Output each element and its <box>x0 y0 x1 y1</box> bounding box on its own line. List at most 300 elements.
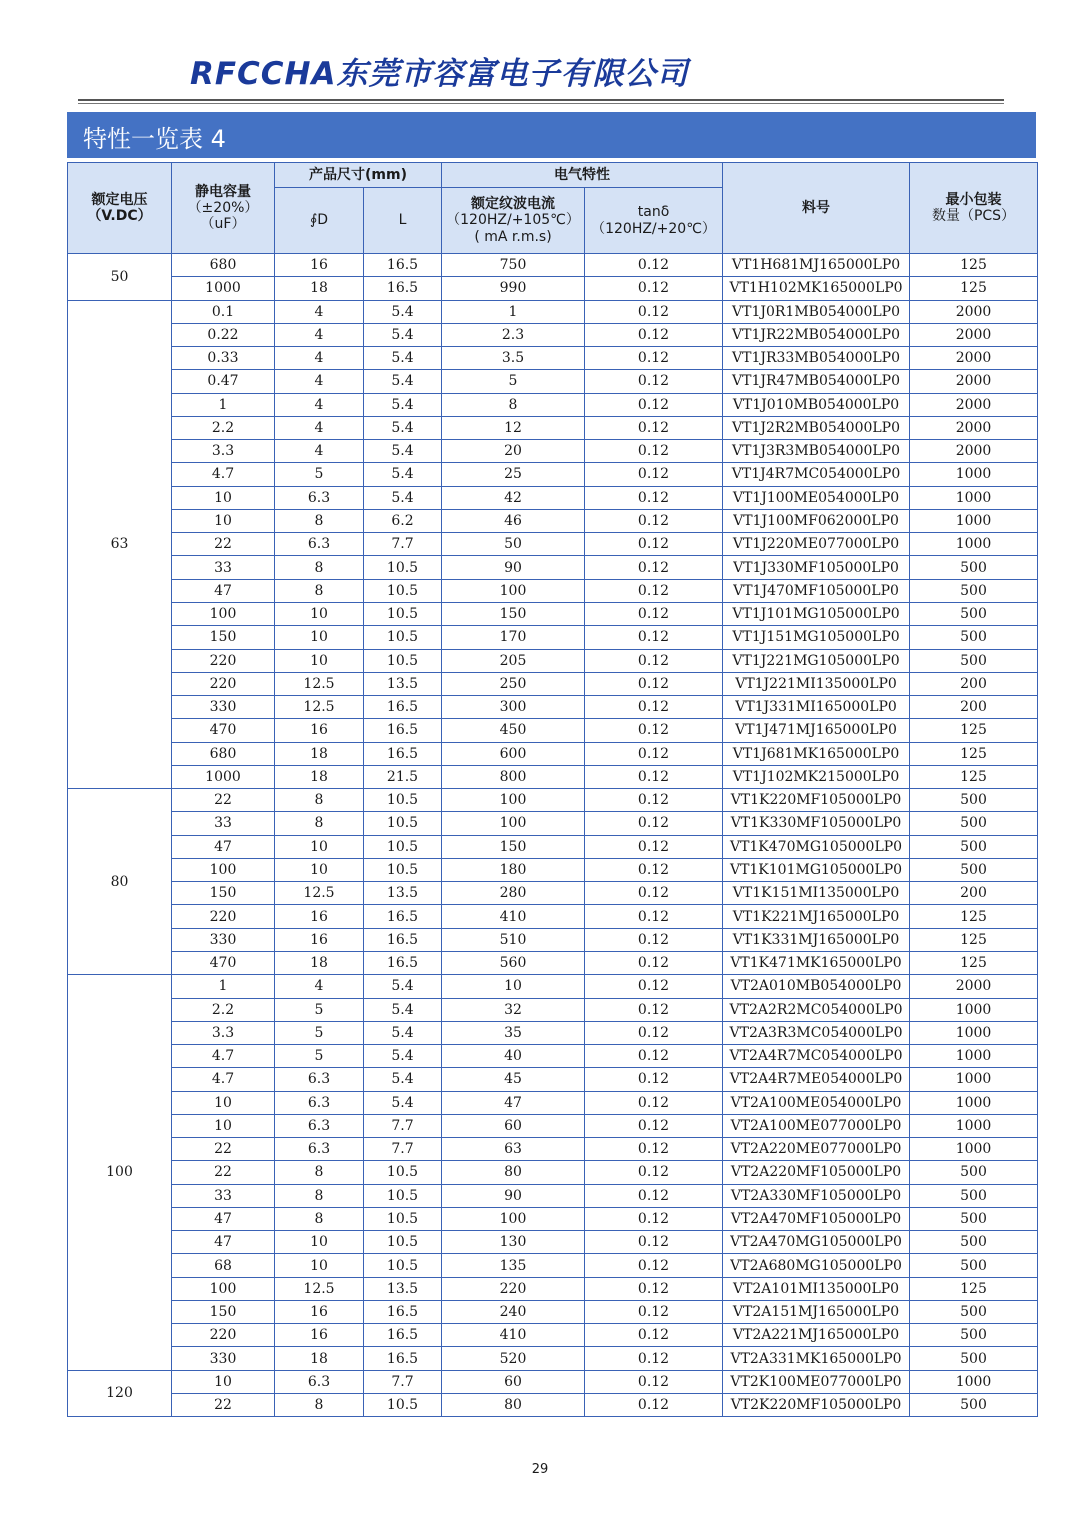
ripple-current-cell: 35 <box>442 1021 585 1044</box>
tan-delta-cell: 0.12 <box>585 1068 723 1091</box>
part-number-cell: VT1J2R2MB054000LP0 <box>723 416 910 439</box>
diameter-cell: 8 <box>275 812 364 835</box>
diameter-cell: 10 <box>275 1254 364 1277</box>
table-row <box>68 1300 1038 1323</box>
table-row <box>68 742 1038 765</box>
length-cell: 5.4 <box>364 347 442 370</box>
tan-delta-cell: 0.12 <box>585 649 723 672</box>
ripple-current-cell: 45 <box>442 1068 585 1091</box>
length-cell: 6.2 <box>364 509 442 532</box>
tan-delta-cell: 0.12 <box>585 928 723 951</box>
spec-table-body <box>68 254 1038 1417</box>
diameter-cell: 8 <box>275 1161 364 1184</box>
header-ripple-line2: （120HZ/+105℃） <box>446 212 580 229</box>
diameter-cell: 4 <box>275 975 364 998</box>
diameter-cell: 6.3 <box>275 1138 364 1161</box>
tan-delta-cell: 0.12 <box>585 556 723 579</box>
tan-delta-cell: 0.12 <box>585 882 723 905</box>
ripple-current-cell: 2.3 <box>442 323 585 346</box>
ripple-current-cell: 25 <box>442 463 585 486</box>
length-cell: 10.5 <box>364 812 442 835</box>
table-row <box>68 1347 1038 1370</box>
length-cell: 5.4 <box>364 393 442 416</box>
table-row <box>68 1161 1038 1184</box>
table-row <box>68 905 1038 928</box>
diameter-cell: 6.3 <box>275 1091 364 1114</box>
capacitance-cell: 22 <box>172 1394 275 1417</box>
capacitance-cell: 0.47 <box>172 370 275 393</box>
length-cell: 10.5 <box>364 1394 442 1417</box>
tan-delta-cell: 0.12 <box>585 789 723 812</box>
capacitance-cell: 68 <box>172 1254 275 1277</box>
header-rule-thin <box>78 103 1004 104</box>
ripple-current-cell: 280 <box>442 882 585 905</box>
part-number-cell: VT1K151MI135000LP0 <box>723 882 910 905</box>
diameter-cell: 8 <box>275 1207 364 1230</box>
tan-delta-cell: 0.12 <box>585 602 723 625</box>
ripple-current-cell: 100 <box>442 579 585 602</box>
length-cell: 16.5 <box>364 719 442 742</box>
ripple-current-cell: 90 <box>442 556 585 579</box>
table-row <box>68 556 1038 579</box>
min-pack-cell: 500 <box>910 1394 1038 1417</box>
ripple-current-cell: 60 <box>442 1370 585 1393</box>
diameter-cell: 6.3 <box>275 533 364 556</box>
table-row <box>68 440 1038 463</box>
part-number-cell: VT1J330MF105000LP0 <box>723 556 910 579</box>
header-tan-line2: （120HZ/+20℃） <box>591 220 716 237</box>
min-pack-cell: 200 <box>910 696 1038 719</box>
tan-delta-cell: 0.12 <box>585 1091 723 1114</box>
table-row <box>68 1231 1038 1254</box>
min-pack-cell: 1000 <box>910 1370 1038 1393</box>
length-cell: 16.5 <box>364 254 442 277</box>
min-pack-cell: 500 <box>910 1300 1038 1323</box>
part-number-cell: VT1JR33MB054000LP0 <box>723 347 910 370</box>
table-row <box>68 765 1038 788</box>
diameter-cell: 8 <box>275 509 364 532</box>
ripple-current-cell: 5 <box>442 370 585 393</box>
header-size-group: 产品尺寸(mm) <box>275 163 442 188</box>
page-number: 29 <box>531 1462 549 1477</box>
tan-delta-cell: 0.12 <box>585 579 723 602</box>
part-number-cell: VT2A331MK165000LP0 <box>723 1347 910 1370</box>
length-cell: 10.5 <box>364 1231 442 1254</box>
part-number-cell: VT2A010MB054000LP0 <box>723 975 910 998</box>
diameter-cell: 4 <box>275 347 364 370</box>
ripple-current-cell: 150 <box>442 835 585 858</box>
tan-delta-cell: 0.12 <box>585 463 723 486</box>
diameter-cell: 5 <box>275 463 364 486</box>
min-pack-cell: 500 <box>910 579 1038 602</box>
header-min-pack-line1: 最小包装 <box>945 191 1002 208</box>
min-pack-cell: 125 <box>910 765 1038 788</box>
length-cell: 10.5 <box>364 556 442 579</box>
tan-delta-cell: 0.12 <box>585 1300 723 1323</box>
voltage-cell: 120 <box>68 1370 172 1417</box>
length-cell: 16.5 <box>364 928 442 951</box>
header-voltage <box>68 163 172 254</box>
min-pack-cell: 500 <box>910 789 1038 812</box>
part-number-cell: VT1K220MF105000LP0 <box>723 789 910 812</box>
length-cell: 10.5 <box>364 1207 442 1230</box>
tan-delta-cell: 0.12 <box>585 370 723 393</box>
part-number-cell: VT2A151MJ165000LP0 <box>723 1300 910 1323</box>
diameter-cell: 6.3 <box>275 486 364 509</box>
length-cell: 5.4 <box>364 323 442 346</box>
table-row <box>68 1254 1038 1277</box>
header-ripple <box>442 188 585 254</box>
part-number-cell: VT2A221MJ165000LP0 <box>723 1324 910 1347</box>
spec-table <box>67 162 1038 1417</box>
diameter-cell: 4 <box>275 323 364 346</box>
length-cell: 10.5 <box>364 626 442 649</box>
capacitance-cell: 33 <box>172 812 275 835</box>
part-number-cell: VT2A220ME077000LP0 <box>723 1138 910 1161</box>
header-capacitance-line1: 静电容量 <box>195 183 251 200</box>
diameter-cell: 16 <box>275 928 364 951</box>
diameter-cell: 4 <box>275 440 364 463</box>
length-cell: 5.4 <box>364 1091 442 1114</box>
diameter-cell: 16 <box>275 254 364 277</box>
length-cell: 16.5 <box>364 277 442 300</box>
ripple-current-cell: 800 <box>442 765 585 788</box>
ripple-current-cell: 990 <box>442 277 585 300</box>
company-name: RFCCHA东莞市容富电子有限公司 <box>190 56 689 92</box>
table-row <box>68 254 1038 277</box>
tan-delta-cell: 0.12 <box>585 486 723 509</box>
ripple-current-cell: 130 <box>442 1231 585 1254</box>
table-row <box>68 719 1038 742</box>
tan-delta-cell: 0.12 <box>585 765 723 788</box>
part-number-cell: VT2A100ME077000LP0 <box>723 1114 910 1137</box>
ripple-current-cell: 80 <box>442 1161 585 1184</box>
length-cell: 5.4 <box>364 416 442 439</box>
min-pack-cell: 1000 <box>910 463 1038 486</box>
tan-delta-cell: 0.12 <box>585 905 723 928</box>
ripple-current-cell: 510 <box>442 928 585 951</box>
ripple-current-cell: 10 <box>442 975 585 998</box>
ripple-current-cell: 135 <box>442 1254 585 1277</box>
part-number-cell: VT2K100ME077000LP0 <box>723 1370 910 1393</box>
diameter-cell: 18 <box>275 765 364 788</box>
tan-delta-cell: 0.12 <box>585 672 723 695</box>
part-number-cell: VT2A470MF105000LP0 <box>723 1207 910 1230</box>
tan-delta-cell: 0.12 <box>585 858 723 881</box>
tan-delta-cell: 0.12 <box>585 393 723 416</box>
length-cell: 7.7 <box>364 1370 442 1393</box>
min-pack-cell: 1000 <box>910 1114 1038 1137</box>
diameter-cell: 10 <box>275 626 364 649</box>
part-number-cell: VT1J331MI165000LP0 <box>723 696 910 719</box>
min-pack-cell: 2000 <box>910 393 1038 416</box>
tan-delta-cell: 0.12 <box>585 626 723 649</box>
min-pack-cell: 125 <box>910 254 1038 277</box>
diameter-cell: 10 <box>275 602 364 625</box>
part-number-cell: VT1J221MG105000LP0 <box>723 649 910 672</box>
tan-delta-cell: 0.12 <box>585 533 723 556</box>
header-size-l: L <box>364 188 442 254</box>
diameter-cell: 12.5 <box>275 696 364 719</box>
part-number-cell: VT2K220MF105000LP0 <box>723 1394 910 1417</box>
length-cell: 10.5 <box>364 789 442 812</box>
min-pack-cell: 1000 <box>910 1021 1038 1044</box>
header-tan <box>585 188 723 254</box>
header-voltage-line2: （V.DC） <box>87 208 152 224</box>
ripple-current-cell: 240 <box>442 1300 585 1323</box>
part-number-cell: VT1JR47MB054000LP0 <box>723 370 910 393</box>
min-pack-cell: 125 <box>910 905 1038 928</box>
tan-delta-cell: 0.12 <box>585 1045 723 1068</box>
table-row <box>68 393 1038 416</box>
table-row <box>68 277 1038 300</box>
table-row <box>68 789 1038 812</box>
header-voltage-line1: 额定电压 <box>91 191 148 208</box>
length-cell: 10.5 <box>364 1184 442 1207</box>
ripple-current-cell: 80 <box>442 1394 585 1417</box>
part-number-cell: VT2A2R2MC054000LP0 <box>723 998 910 1021</box>
header-min-pack <box>910 163 1038 254</box>
part-number-cell: VT1J102MK215000LP0 <box>723 765 910 788</box>
ripple-current-cell: 20 <box>442 440 585 463</box>
min-pack-cell: 2000 <box>910 323 1038 346</box>
min-pack-cell: 500 <box>910 1324 1038 1347</box>
table-row <box>68 1184 1038 1207</box>
table-row <box>68 1394 1038 1417</box>
table-row <box>68 1114 1038 1137</box>
min-pack-cell: 2000 <box>910 300 1038 323</box>
header-capacitance-line3: （uF） <box>200 216 246 233</box>
tan-delta-cell: 0.12 <box>585 416 723 439</box>
part-number-cell: VT1K470MG105000LP0 <box>723 835 910 858</box>
part-number-cell: VT2A470MG105000LP0 <box>723 1231 910 1254</box>
length-cell: 10.5 <box>364 649 442 672</box>
tan-delta-cell: 0.12 <box>585 323 723 346</box>
min-pack-cell: 2000 <box>910 416 1038 439</box>
min-pack-cell: 1000 <box>910 1138 1038 1161</box>
min-pack-cell: 500 <box>910 1207 1038 1230</box>
tan-delta-cell: 0.12 <box>585 1347 723 1370</box>
min-pack-cell: 500 <box>910 649 1038 672</box>
ripple-current-cell: 100 <box>442 789 585 812</box>
min-pack-cell: 125 <box>910 928 1038 951</box>
length-cell: 10.5 <box>364 835 442 858</box>
capacitance-cell: 33 <box>172 556 275 579</box>
tan-delta-cell: 0.12 <box>585 254 723 277</box>
header-rule <box>78 99 1004 101</box>
capacitance-cell: 680 <box>172 254 275 277</box>
table-row <box>68 696 1038 719</box>
capacitance-cell: 0.1 <box>172 300 275 323</box>
diameter-cell: 18 <box>275 277 364 300</box>
length-cell: 7.7 <box>364 1114 442 1137</box>
part-number-cell: VT2A4R7MC054000LP0 <box>723 1045 910 1068</box>
length-cell: 5.4 <box>364 1045 442 1068</box>
table-row <box>68 1207 1038 1230</box>
part-number-cell: VT1K471MK165000LP0 <box>723 951 910 974</box>
ripple-current-cell: 150 <box>442 602 585 625</box>
length-cell: 5.4 <box>364 1021 442 1044</box>
length-cell: 21.5 <box>364 765 442 788</box>
diameter-cell: 8 <box>275 579 364 602</box>
min-pack-cell: 1000 <box>910 486 1038 509</box>
length-cell: 7.7 <box>364 1138 442 1161</box>
capacitance-cell: 22 <box>172 1138 275 1161</box>
capacitance-cell: 33 <box>172 1184 275 1207</box>
diameter-cell: 16 <box>275 905 364 928</box>
capacitance-cell: 4.7 <box>172 463 275 486</box>
length-cell: 5.4 <box>364 463 442 486</box>
diameter-cell: 8 <box>275 1184 364 1207</box>
min-pack-cell: 200 <box>910 672 1038 695</box>
ripple-current-cell: 450 <box>442 719 585 742</box>
min-pack-cell: 1000 <box>910 1068 1038 1091</box>
diameter-cell: 18 <box>275 951 364 974</box>
tan-delta-cell: 0.12 <box>585 277 723 300</box>
table-row <box>68 1370 1038 1393</box>
part-number-cell: VT2A100ME054000LP0 <box>723 1091 910 1114</box>
capacitance-cell: 47 <box>172 835 275 858</box>
tan-delta-cell: 0.12 <box>585 951 723 974</box>
ripple-current-cell: 100 <box>442 1207 585 1230</box>
part-number-cell: VT1J4R7MC054000LP0 <box>723 463 910 486</box>
min-pack-cell: 2000 <box>910 370 1038 393</box>
part-number-cell: VT1J101MG105000LP0 <box>723 602 910 625</box>
length-cell: 16.5 <box>364 1324 442 1347</box>
header-part-no: 料号 <box>723 163 910 254</box>
length-cell: 13.5 <box>364 1277 442 1300</box>
part-number-cell: VT1J151MG105000LP0 <box>723 626 910 649</box>
length-cell: 13.5 <box>364 672 442 695</box>
table-row <box>68 672 1038 695</box>
diameter-cell: 4 <box>275 300 364 323</box>
diameter-cell: 12.5 <box>275 882 364 905</box>
capacitance-cell: 47 <box>172 579 275 602</box>
ripple-current-cell: 50 <box>442 533 585 556</box>
capacitance-cell: 150 <box>172 1300 275 1323</box>
table-row <box>68 347 1038 370</box>
header-size-d: ∮D <box>275 188 364 254</box>
ripple-current-cell: 100 <box>442 812 585 835</box>
ripple-current-cell: 46 <box>442 509 585 532</box>
table-row <box>68 835 1038 858</box>
capacitance-cell: 2.2 <box>172 998 275 1021</box>
length-cell: 16.5 <box>364 951 442 974</box>
capacitance-cell: 1 <box>172 975 275 998</box>
length-cell: 7.7 <box>364 533 442 556</box>
table-row <box>68 626 1038 649</box>
header-ripple-line1: 额定纹波电流 <box>471 196 556 213</box>
part-number-cell: VT2A4R7ME054000LP0 <box>723 1068 910 1091</box>
ripple-current-cell: 180 <box>442 858 585 881</box>
table-row <box>68 649 1038 672</box>
part-number-cell: VT1J471MJ165000LP0 <box>723 719 910 742</box>
length-cell: 5.4 <box>364 1068 442 1091</box>
part-number-cell: VT1J681MK165000LP0 <box>723 742 910 765</box>
part-number-cell: VT1H102MK165000LP0 <box>723 277 910 300</box>
tan-delta-cell: 0.12 <box>585 719 723 742</box>
tan-delta-cell: 0.12 <box>585 835 723 858</box>
capacitance-cell: 22 <box>172 1161 275 1184</box>
min-pack-cell: 2000 <box>910 975 1038 998</box>
diameter-cell: 4 <box>275 370 364 393</box>
length-cell: 5.4 <box>364 440 442 463</box>
length-cell: 16.5 <box>364 905 442 928</box>
tan-delta-cell: 0.12 <box>585 998 723 1021</box>
diameter-cell: 12.5 <box>275 672 364 695</box>
capacitance-cell: 220 <box>172 905 275 928</box>
ripple-current-cell: 42 <box>442 486 585 509</box>
table-row <box>68 370 1038 393</box>
diameter-cell: 10 <box>275 649 364 672</box>
length-cell: 16.5 <box>364 1347 442 1370</box>
capacitance-cell: 100 <box>172 602 275 625</box>
tan-delta-cell: 0.12 <box>585 1370 723 1393</box>
ripple-current-cell: 60 <box>442 1114 585 1137</box>
diameter-cell: 16 <box>275 1324 364 1347</box>
min-pack-cell: 1000 <box>910 509 1038 532</box>
min-pack-cell: 2000 <box>910 440 1038 463</box>
capacitance-cell: 100 <box>172 858 275 881</box>
table-row <box>68 1091 1038 1114</box>
min-pack-cell: 125 <box>910 1277 1038 1300</box>
capacitance-cell: 100 <box>172 1277 275 1300</box>
capacitance-cell: 330 <box>172 696 275 719</box>
voltage-cell: 100 <box>68 975 172 1371</box>
part-number-cell: VT1K330MF105000LP0 <box>723 812 910 835</box>
diameter-cell: 6.3 <box>275 1370 364 1393</box>
part-number-cell: VT1K221MJ165000LP0 <box>723 905 910 928</box>
length-cell: 10.5 <box>364 602 442 625</box>
table-row <box>68 602 1038 625</box>
capacitance-cell: 10 <box>172 1370 275 1393</box>
tan-delta-cell: 0.12 <box>585 742 723 765</box>
diameter-cell: 10 <box>275 1231 364 1254</box>
min-pack-cell: 1000 <box>910 533 1038 556</box>
voltage-cell: 50 <box>68 254 172 301</box>
diameter-cell: 10 <box>275 835 364 858</box>
diameter-cell: 12.5 <box>275 1277 364 1300</box>
diameter-cell: 10 <box>275 858 364 881</box>
length-cell: 16.5 <box>364 696 442 719</box>
length-cell: 10.5 <box>364 858 442 881</box>
ripple-current-cell: 3.5 <box>442 347 585 370</box>
table-row <box>68 928 1038 951</box>
capacitance-cell: 47 <box>172 1207 275 1230</box>
capacitance-cell: 680 <box>172 742 275 765</box>
table-row <box>68 975 1038 998</box>
table-row <box>68 416 1038 439</box>
length-cell: 5.4 <box>364 370 442 393</box>
diameter-cell: 5 <box>275 1021 364 1044</box>
capacitance-cell: 3.3 <box>172 440 275 463</box>
capacitance-cell: 220 <box>172 649 275 672</box>
table-row <box>68 812 1038 835</box>
tan-delta-cell: 0.12 <box>585 975 723 998</box>
capacitance-cell: 10 <box>172 1091 275 1114</box>
length-cell: 5.4 <box>364 998 442 1021</box>
part-number-cell: VT2A220MF105000LP0 <box>723 1161 910 1184</box>
table-row <box>68 951 1038 974</box>
capacitance-cell: 220 <box>172 1324 275 1347</box>
ripple-current-cell: 520 <box>442 1347 585 1370</box>
header-min-pack-line2: 数量（PCS） <box>931 208 1016 224</box>
diameter-cell: 4 <box>275 416 364 439</box>
tan-delta-cell: 0.12 <box>585 1161 723 1184</box>
tan-delta-cell: 0.12 <box>585 696 723 719</box>
length-cell: 10.5 <box>364 1161 442 1184</box>
ripple-current-cell: 12 <box>442 416 585 439</box>
